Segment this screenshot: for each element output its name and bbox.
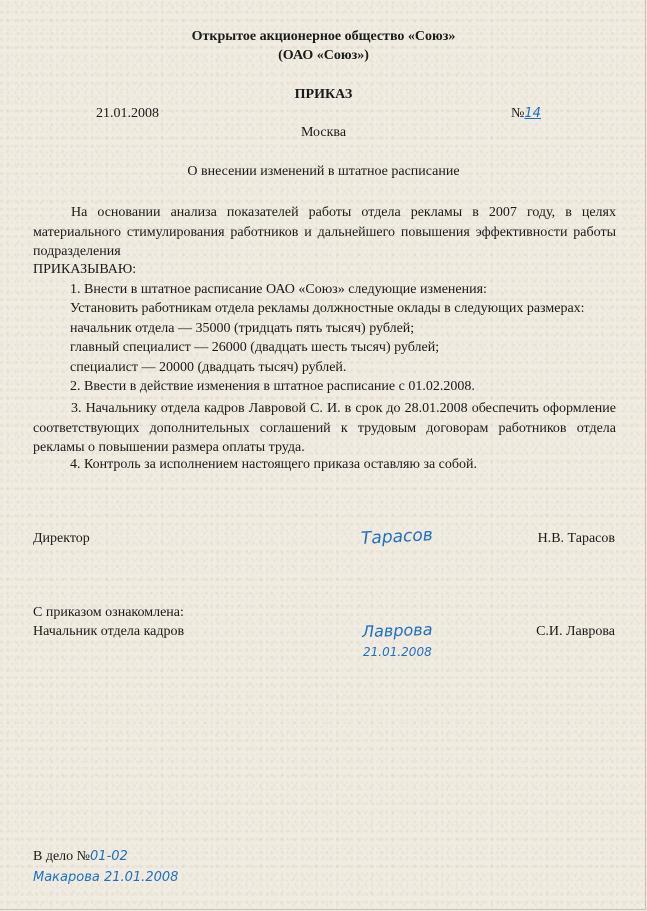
archive-label: В дело № — [33, 849, 91, 864]
acquainted-caption: С приказом ознакомлена: — [33, 605, 184, 620]
order-city: Москва — [300, 125, 347, 140]
acquainted-position: Начальник отдела кадров — [33, 624, 185, 639]
item-2: 2. Ввести в действие изменения в штатное расписание с 01.02.2008. — [70, 379, 475, 394]
document-title: ПРИКАЗ — [294, 87, 353, 102]
order-date: 21.01.2008 — [96, 106, 159, 121]
salary-specialist: специалист — 20000 (двадцать тысяч) рублей. — [70, 360, 347, 375]
order-subject: О внесении изменений в штатное расписание — [187, 164, 460, 179]
company-full-name: Открытое акционерное общество «Союз» — [191, 29, 456, 44]
director-name: Н.В. Тарасов — [537, 531, 615, 546]
item-1: 1. Внести в штатное расписание ОАО «Союз» следующие изменения: — [70, 282, 487, 297]
item-4: 4. Контроль за исполнением настоящего приказа оставляю за собой. — [70, 457, 478, 472]
order-number — [511, 106, 541, 122]
acquainted-date: 21.01.2008 — [363, 645, 432, 659]
director-signature: Тарасов — [360, 525, 434, 549]
salary-chief-specialist: главный специалист — 26000 (двадцать шесть тысяч) рублей; — [70, 340, 440, 355]
archive-note: Макарова 21.01.2008 — [33, 870, 179, 885]
acquainted-name: С.И. Лаврова — [536, 624, 615, 639]
item-3: 3. Начальнику отдела кадров Лавровой С. И. в срок до 28.01.2008 обеспечить оформление соответствующих дополнительных соглашений к трудовым договорам работников отдела рекламы о повышении размера оплаты труда. — [33, 401, 616, 455]
salary-head: начальник отдела — 35000 (тридцать пять тысяч) рублей; — [70, 321, 415, 336]
archive-line — [33, 849, 128, 865]
director-position: Директор — [33, 531, 90, 546]
order-number-prefix: № — [511, 106, 525, 121]
order-number-value: 14 — [524, 106, 541, 121]
company-short-name: (ОАО «Союз») — [278, 48, 369, 63]
item-1-sub: Установить работникам отдела рекламы должностные оклады в следующих размерах: — [70, 301, 585, 316]
acquainted-signature: Лаврова — [361, 619, 433, 642]
order-word: ПРИКАЗЫВАЮ: — [33, 262, 137, 277]
intro-paragraph: На основании анализа показателей работы отдела рекламы в 2007 году, в целях материального стимулирования работников и дальнейшего повышения эффективности работы подразделения — [33, 205, 616, 259]
archive-case-number: 01-02 — [90, 849, 128, 864]
